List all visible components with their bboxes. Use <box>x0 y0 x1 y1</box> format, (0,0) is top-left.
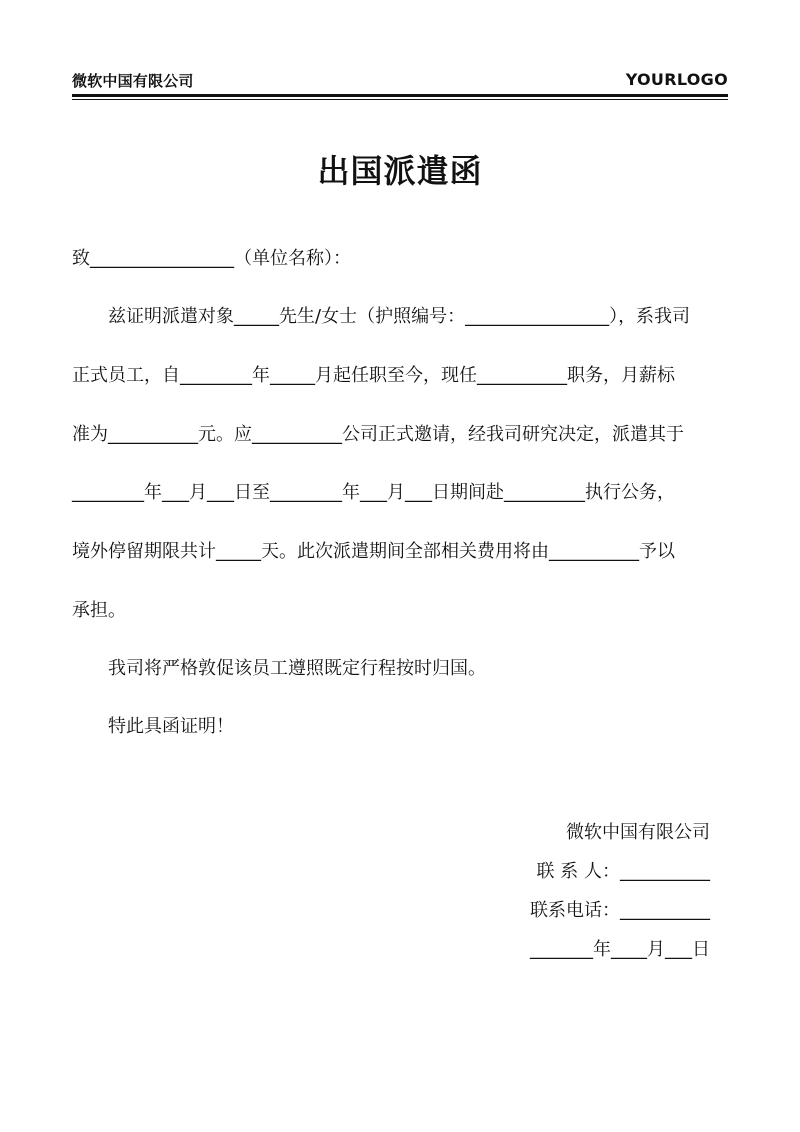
document-title: 出国派遣函 <box>317 152 483 190</box>
header-company-name: 微软中国有限公司 <box>72 72 194 90</box>
paragraph-return-commitment: 我司将严格敦促该员工遵照既定行程按时归国。 <box>108 658 486 679</box>
letterhead <box>72 70 728 92</box>
body-line-3: 准为__________元。应__________公司正式邀请，经我司研究决定，派遣其于 <box>72 424 684 445</box>
signature-contact-person: 联 系 人：__________ <box>536 861 710 882</box>
header-divider-thick <box>72 94 728 97</box>
body-line-5: 境外停留期限共计_____天。此次派遣期间全部相关费用将由__________予以 <box>72 541 675 562</box>
body-line-1: 兹证明派遣对象_____先生/女士（护照编号：________________），系我司 <box>108 306 691 327</box>
signature-date: _______年____月___日 <box>530 939 710 960</box>
body-line-6: 承担。 <box>72 600 126 621</box>
signature-company: 微软中国有限公司 <box>566 822 710 843</box>
header-divider-thin <box>72 99 728 100</box>
header-logo: YOURLOGO <box>625 70 728 89</box>
salutation: 致________________（单位名称）： <box>72 248 351 269</box>
signature-phone: 联系电话：__________ <box>530 900 710 921</box>
body-line-2: 正式员工，自________年_____月起任职至今，现任__________职务，月薪标 <box>72 365 675 386</box>
body-line-4: ________年___月___日至________年___月___日期间赴_________执行公务， <box>72 482 675 503</box>
paragraph-closing: 特此具函证明！ <box>108 716 234 737</box>
